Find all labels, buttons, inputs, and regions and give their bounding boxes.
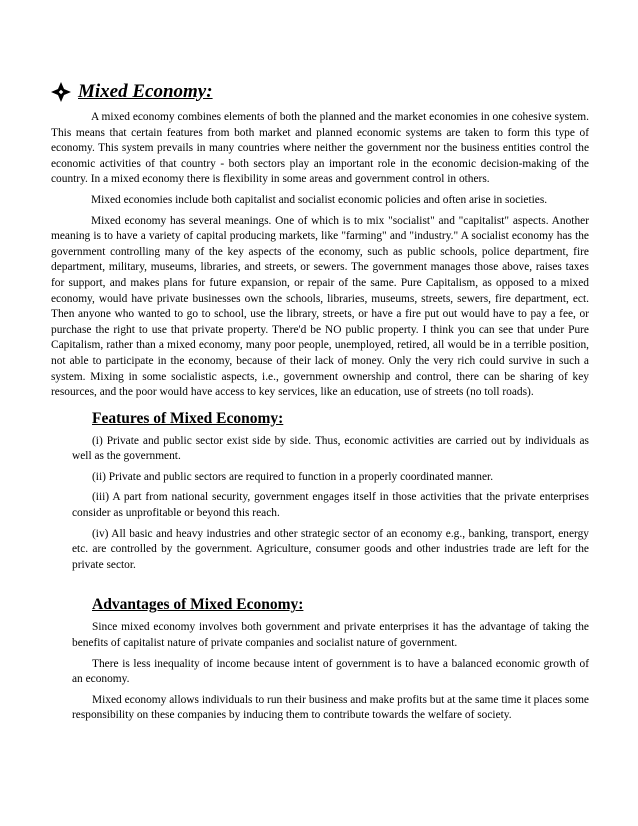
- intro-paragraph: Mixed economies include both capitalist and socialist economic policies and often arise in societies.: [91, 193, 548, 206]
- features-section: [51, 409, 589, 724]
- features-heading: Features of Mixed Economy:: [92, 409, 284, 427]
- advantage-item: Mixed economy allows individuals to run their business and make profits but at the same time it places some responsibility on these companies by inducing them to contribute towards the welfare of society.: [72, 693, 589, 722]
- feature-item: (iii) A part from national security, government engages itself in those activities that the private enterprises consider as unprofitable or beyond this reach.: [72, 491, 589, 520]
- intro-paragraph: A mixed economy combines elements of both the planned and the market economies in one cohesive system. This means that certain features from both market and planned economic systems are taken to form this type of economy. This system prevails in many countries where neither the government nor the business entities control the economic activities of that country - both sectors play an important role in the economic decision-making of the country. In a mixed economy there is flexibility in some areas and government control in others.: [51, 111, 589, 186]
- intro-paragraph: Mixed economy has several meanings. One of which is to mix "socialist" and "capitalist" aspects. Another meaning is to have a variety of capital producing markets, like "farming" and "industry." A socialist economy has the government controlling many of the key aspects of the economy, such as public schools, police department, fire department, military, museums, libraries, and streets, or sewers. The government manages those above, raises taxes for support, and makes plans for future expansion, or repair of the same. Pure Capitalism, as opposed to a mixed economy, would have private businesses own the schools, libraries, museums, streets, sewers, fire department, ect. Then anyone who wanted to go to school, use the library, streets, or have a fire put out would have to pay a fee, or purchase the right to use that private property. There'd be NO public property. I think you can see that under Pure Capitalism, rather than a mixed economy, many poor people, unemployed, retired, all would be in a terrible position, not able to participate in the economy, because of their lack of money. Only the very rich could survive in such a system. Mixing in some socialistic aspects, i.e., government ownership and control, there can be sharing of key resources, and the poor would have access to key services, like an education, use of streets (no toll roads).: [51, 214, 589, 399]
- feature-item: (ii) Private and public sectors are required to function in a properly coordinated manner.: [92, 470, 494, 483]
- section-title-mixed-economy: [51, 80, 589, 104]
- diamond-bullet-icon: [51, 82, 71, 102]
- feature-item: (i) Private and public sector exist side by side. Thus, economic activities are carried out by individuals as well as the government.: [72, 434, 589, 463]
- feature-item: (iv) All basic and heavy industries and other strategic sector of an economy e.g., banking, transport, energy etc. are controlled by the government. Agriculture, consumer goods and other industries trade are left for the private sector.: [72, 527, 589, 571]
- advantages-heading: Advantages of Mixed Economy:: [92, 596, 304, 614]
- page-content: [51, 80, 589, 729]
- advantage-item: There is less inequality of income because intent of government is to have a balanced economic growth of an economy.: [72, 657, 589, 686]
- page-title: Mixed Economy:: [78, 81, 213, 102]
- advantage-item: Since mixed economy involves both government and private enterprises it has the advantage of taking the benefits of capitalist nature of private companies and socialist nature of government.: [72, 621, 589, 650]
